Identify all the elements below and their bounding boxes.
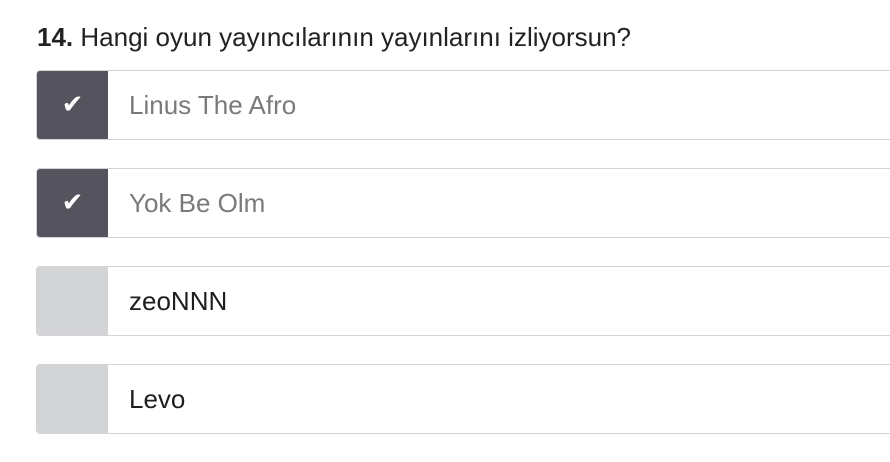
option-linus-the-afro[interactable] bbox=[36, 70, 890, 140]
options-list bbox=[36, 70, 890, 462]
option-label[interactable]: zeoNNN bbox=[129, 285, 228, 316]
question-number: 14. bbox=[37, 22, 74, 52]
check-icon: ✔ bbox=[61, 188, 84, 218]
checkbox[interactable] bbox=[37, 365, 108, 433]
option-label[interactable]: Linus The Afro bbox=[129, 89, 297, 120]
option-label[interactable]: Yok Be Olm bbox=[129, 187, 266, 218]
option-yok-be-olm[interactable] bbox=[36, 168, 890, 238]
checkbox[interactable] bbox=[37, 169, 108, 237]
question-title bbox=[37, 22, 631, 53]
option-zeonnn[interactable] bbox=[36, 266, 890, 336]
question-text: Hangi oyun yayıncılarının yayınlarını izliyorsun? bbox=[80, 22, 631, 52]
checkbox[interactable] bbox=[37, 267, 108, 335]
option-label[interactable]: Levo bbox=[129, 383, 186, 414]
checkbox[interactable] bbox=[37, 71, 108, 139]
check-icon: ✔ bbox=[61, 90, 84, 120]
option-levo[interactable] bbox=[36, 364, 890, 434]
